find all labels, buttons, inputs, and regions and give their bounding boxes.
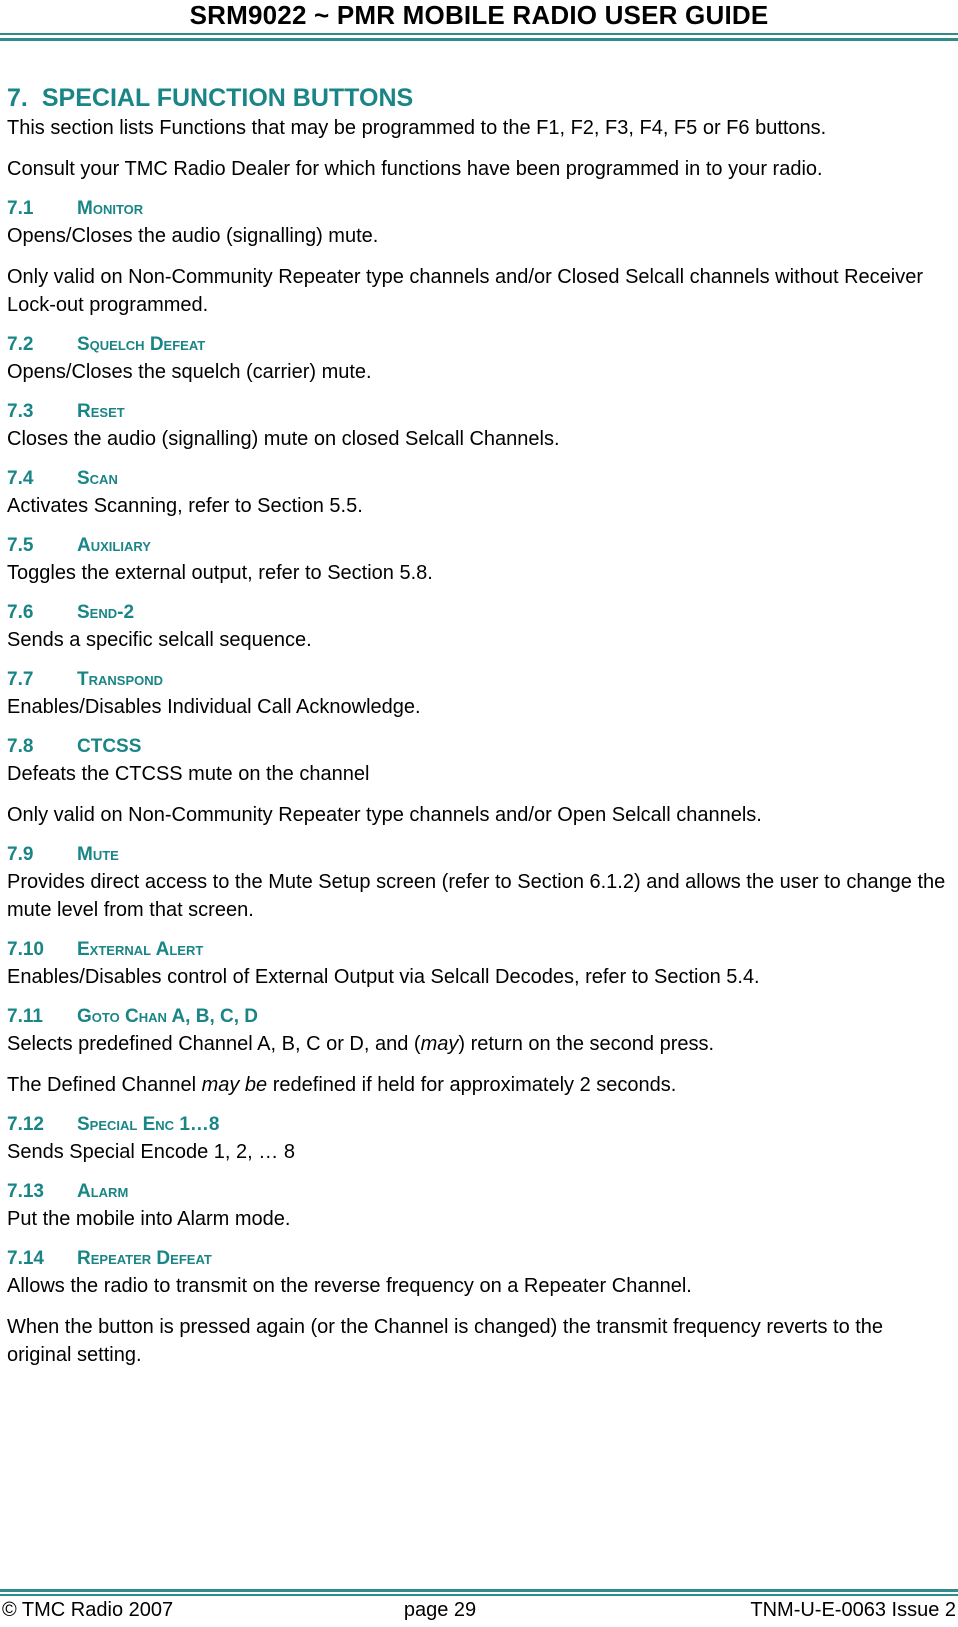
section-number: 7.4 <box>7 468 34 489</box>
header-rule-bottom <box>0 38 958 41</box>
section-number: 7.6 <box>7 602 34 623</box>
section <box>7 600 952 654</box>
section-paragraph: Opens/Closes the squelch (carrier) mute. <box>7 361 372 383</box>
intro-paragraph: Consult your TMC Radio Dealer for which functions have been programmed in to your radio. <box>7 158 823 180</box>
section-paragraph: Activates Scanning, refer to Section 5.5. <box>7 495 363 517</box>
section-paragraph: Selects predefined Channel A, B, C or D, and (may) return on the second press. <box>7 1033 715 1055</box>
section-heading <box>7 734 952 760</box>
section-paragraph: Toggles the external output, refer to Section 5.8. <box>7 562 433 584</box>
section-number: 7.13 <box>7 1181 44 1202</box>
section <box>7 667 952 721</box>
section-paragraph: Provides direct access to the Mute Setup screen (refer to Section 6.1.2) and allows the user to change the mute level from that screen. <box>7 871 946 921</box>
section-title: Transpond <box>77 669 164 690</box>
section-paragraph: Defeats the CTCSS mute on the channel <box>7 763 370 785</box>
sections-list <box>7 196 952 1369</box>
section-heading <box>7 600 952 626</box>
header-title: SRM9022 ~ PMR MOBILE RADIO USER GUIDE <box>189 0 769 30</box>
section <box>7 842 952 924</box>
section-paragraph: Enables/Disables Individual Call Acknowledge. <box>7 696 421 718</box>
footer-rule-top <box>0 1589 958 1592</box>
footer-copyright: © TMC Radio 2007 <box>2 1599 174 1621</box>
footer-page-number: page 29 <box>403 1599 477 1621</box>
section <box>7 399 952 453</box>
section-number: 7.2 <box>7 334 34 355</box>
section-title: Scan <box>77 468 118 489</box>
section-title: Repeater Defeat <box>77 1248 212 1269</box>
section-paragraph: Sends a specific selcall sequence. <box>7 629 312 651</box>
section-heading <box>7 533 952 559</box>
section-paragraph: The Defined Channel may be redefined if held for approximately 2 seconds. <box>7 1074 677 1096</box>
section-title: Mute <box>77 844 119 865</box>
section-number: 7.7 <box>7 669 34 690</box>
section-heading <box>7 196 952 222</box>
section-title: Goto Chan A, B, C, D <box>77 1006 259 1027</box>
section-number: 7.10 <box>7 939 44 960</box>
section <box>7 196 952 319</box>
section-title: Alarm <box>77 1181 129 1202</box>
section-paragraph: Only valid on Non-Community Repeater type channels and/or Closed Selcall channels without Receiver Lock-out programmed. <box>7 266 924 316</box>
section-number: 7.9 <box>7 844 34 865</box>
chapter-title: SPECIAL FUNCTION BUTTONS <box>41 84 414 112</box>
section-number: 7.1 <box>7 198 34 219</box>
section-heading <box>7 1179 952 1205</box>
section-paragraph: Closes the audio (signalling) mute on closed Selcall Channels. <box>7 428 560 450</box>
section <box>7 533 952 587</box>
section-paragraph: Opens/Closes the audio (signalling) mute. <box>7 225 379 247</box>
section-number: 7.12 <box>7 1114 44 1135</box>
section-heading <box>7 1112 952 1138</box>
section-heading <box>7 1004 952 1030</box>
section-paragraph: Allows the radio to transmit on the reverse frequency on a Repeater Channel. <box>7 1275 692 1297</box>
section <box>7 1004 952 1099</box>
section <box>7 466 952 520</box>
section-heading <box>7 1246 952 1272</box>
section-title: Special Enc 1…8 <box>77 1114 220 1135</box>
section <box>7 937 952 991</box>
section-number: 7.14 <box>7 1248 44 1269</box>
section-paragraph: Sends Special Encode 1, 2, … 8 <box>7 1141 295 1163</box>
header-rule-top <box>0 33 958 35</box>
section <box>7 1179 952 1233</box>
section-heading <box>7 842 952 868</box>
section <box>7 332 952 386</box>
section-paragraph: Put the mobile into Alarm mode. <box>7 1208 291 1230</box>
section-title: External Alert <box>77 939 204 960</box>
footer-doc-id: TNM-U-E-0063 Issue 2 <box>750 1599 956 1621</box>
section-title: Monitor <box>77 198 144 219</box>
section-number: 7.8 <box>7 736 34 757</box>
section-title: CTCSS <box>77 736 142 757</box>
section <box>7 1112 952 1166</box>
section-heading <box>7 332 952 358</box>
chapter-number: 7. <box>7 84 28 112</box>
section-heading <box>7 466 952 492</box>
page-content <box>7 82 952 1382</box>
section-number: 7.5 <box>7 535 34 556</box>
page-footer <box>0 1595 958 1625</box>
section-title: Send-2 <box>77 602 135 623</box>
section-number: 7.3 <box>7 401 34 422</box>
section-heading <box>7 399 952 425</box>
section-title: Reset <box>77 401 125 422</box>
section-paragraph: Only valid on Non-Community Repeater type channels and/or Open Selcall channels. <box>7 804 762 826</box>
section-paragraph: When the button is pressed again (or the Channel is changed) the transmit frequency reverts to the original setting. <box>7 1316 884 1366</box>
section-paragraph: Enables/Disables control of External Output via Selcall Decodes, refer to Section 5.4. <box>7 966 760 988</box>
intro-paragraph: This section lists Functions that may be programmed to the F1, F2, F3, F4, F5 or F6 buttons. <box>7 117 827 139</box>
chapter-heading <box>7 82 952 114</box>
section-title: Squelch Defeat <box>77 334 206 355</box>
section-number: 7.11 <box>7 1006 43 1027</box>
section <box>7 1246 952 1369</box>
section-heading <box>7 937 952 963</box>
section-title: Auxiliary <box>77 535 151 556</box>
section-heading <box>7 667 952 693</box>
section <box>7 734 952 829</box>
